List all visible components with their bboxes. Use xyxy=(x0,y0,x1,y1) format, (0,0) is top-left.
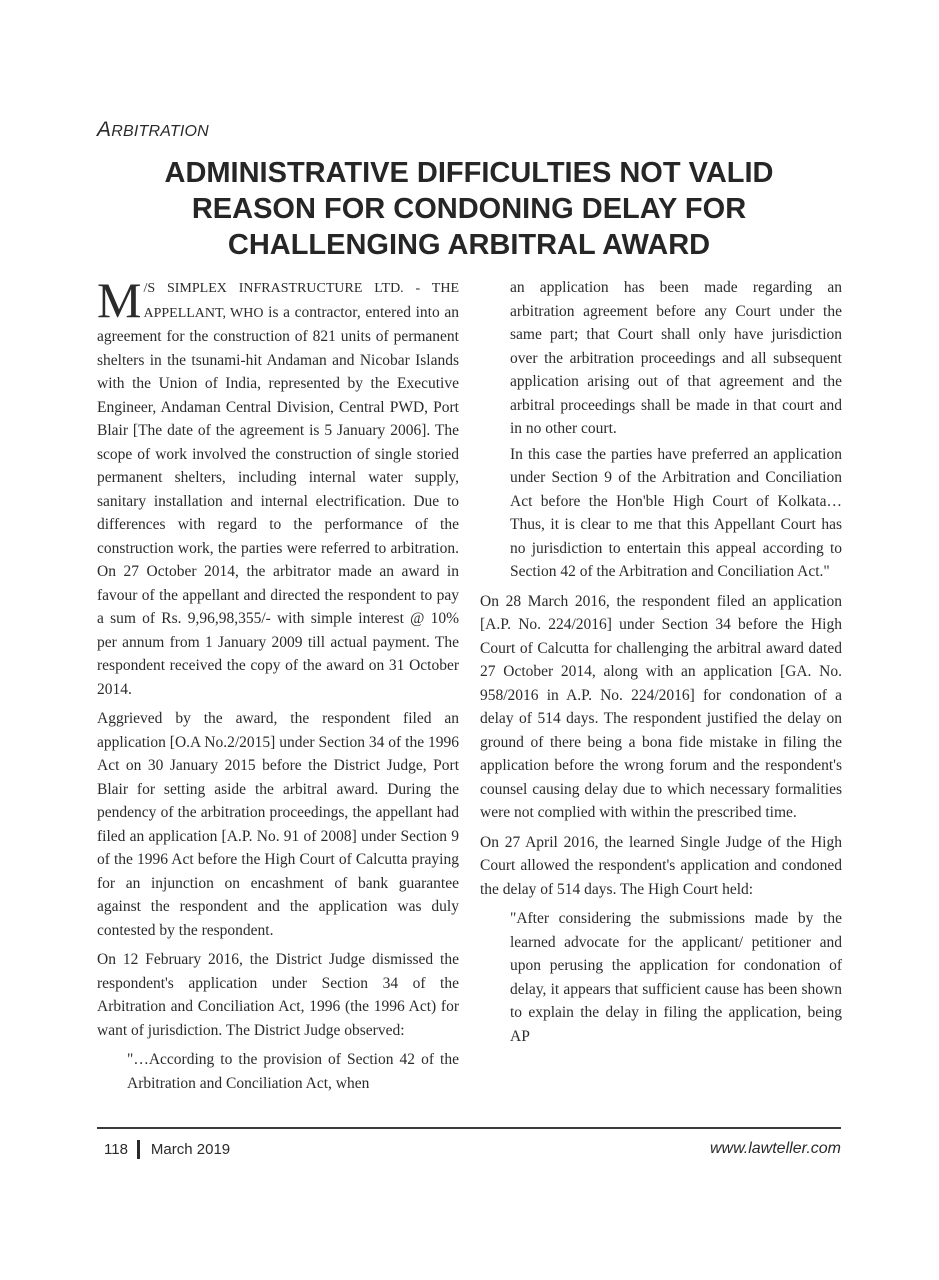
right-column xyxy=(480,276,842,1054)
paragraph-aggrieved: Aggrieved by the award, the respondent filed an application [O.A No.2/2015] under Section 34 of the 1996 Act on 30 January 2015 before the District Judge, Port Blair for setting aside the arbitral award. During the pendency of the arbitration proceedings, the appellant had filed an application [A.P. No. 91 of 2008] under Section 9 of the 1996 Act before the High Court of Calcutta praying for an injunction on encashment of bank guarantee against the respondent and the application was duly contested by the respondent. xyxy=(97,710,459,939)
paragraph-district-judge: On 12 February 2016, the District Judge dismissed the respondent's application under Section 34 of the Arbitration and Conciliation Act, 1996 (the 1996 Act) for want of jurisdiction. The District Judge observed: xyxy=(97,951,459,1039)
quote-high-court: "After considering the submissions made by the learned advocate for the applicant/ petitioner and upon perusing the application for condonation of delay, it appears that sufficient cause has been shown to explain the delay in filing the application, being AP xyxy=(510,910,842,1045)
footer-rule xyxy=(97,1127,841,1129)
paragraph-intro xyxy=(97,272,459,701)
section-label xyxy=(97,118,209,142)
headline-line-3: CHALLENGING ARBITRAL AWARD xyxy=(227,229,711,261)
quote-district-judge-continued: an application has been made regarding an arbitration agreement before any Court under the same part; that Court shall only have jurisdiction over the arbitration proceedings and all subsequent application arising out of that agreement and the arbitral proceedings shall be made in that court and in no other court. xyxy=(510,279,842,437)
section-label-initial: A xyxy=(97,118,112,141)
issue-date: March 2019 xyxy=(150,1141,231,1158)
lead-in-caps: /S SIMPLEX INFRASTRUCTURE LTD. - THE APPELLANT, WHO xyxy=(143,281,459,321)
intro-text: is a contractor, entered into an agreement for the construction of 821 units of permanent shelters in the tsunami-hit Andaman and Nicobar Islands with the Union of India, represented by the Executive Engineer, Andaman Central Division, Central PWD, Port Blair [The date of the agreement is 5 January 2006]. The scope of work involved the construction of single storied permanent shelters, including internal water supply, sanitary installation and internal electrification. Due to differences with regard to the performance of the construction work, the parties were referred to arbitration. On 27 October 2014, the arbitrator made an award in favour of the appellant and directed the respondent to pay a sum of Rs. 9,96,98,355/- with simple interest @ 10% per annum from 1 January 2009 till actual payment. The respondent received the copy of the award on 31 October 2014. xyxy=(97,303,459,698)
paragraph-high-court-condoned: On 27 April 2016, the learned Single Judge of the High Court allowed the respondent's application and condoned the delay of 514 days. The High Court held: xyxy=(480,833,842,898)
website-link[interactable]: www.lawteller.com xyxy=(710,1140,841,1157)
headline-line-2: REASON FOR CONDONING DELAY FOR xyxy=(191,193,747,225)
headline-line-1: ADMINISTRATIVE DIFFICULTIES NOT VALID xyxy=(164,157,774,189)
quote-district-judge-start: "…According to the provision of Section 42 of the Arbitration and Conciliation Act, when xyxy=(127,1051,459,1092)
paragraph-high-court-application: On 28 March 2016, the respondent filed an application [A.P. No. 224/2016] under Section 34 before the High Court of Calcutta for challenging the arbitral award dated 27 October 2014, along with an application [GA. No. 958/2016 in A.P. No. 224/2016] for condonation of a delay of 514 days. The respondent justified the delay on ground of there being a bona fide mistake in filing the application before the wrong forum and the respondent's counsel causing delay due to which necessary formalities were not complied with within the prescribed time. xyxy=(480,592,842,821)
page-number: 118 xyxy=(104,1141,128,1158)
article-headline xyxy=(97,155,841,263)
footer-separator xyxy=(137,1140,140,1159)
drop-cap: M xyxy=(97,272,142,328)
footer-left xyxy=(104,1140,230,1159)
quote-district-judge-conclusion: In this case the parties have preferred an application under Section 9 of the Arbitration and Conciliation Act before the Hon'ble High Court of Kolkata… Thus, it is clear to me that this Appellant Court has no jurisdiction to entertain this appeal according to Section 42 of the Arbitration and Conciliation Act." xyxy=(510,445,842,580)
section-label-rest: RBITRATION xyxy=(111,123,209,140)
left-column xyxy=(97,272,459,1101)
